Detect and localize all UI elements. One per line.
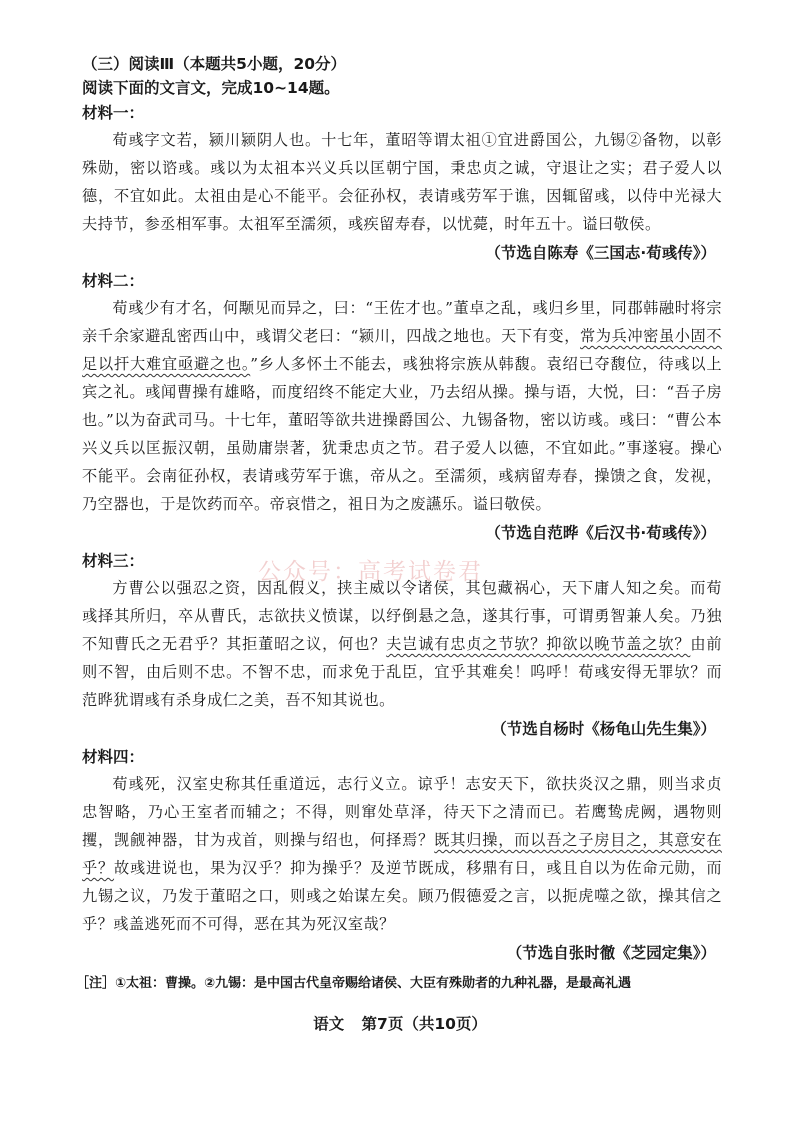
text-segment: 荀彧死，汉室史称其任重道远，志行义立。谅乎！志安天下，欲扶炎汉之鼎，则当求贞忠智略，乃心王室者而辅之；不得，则窜处草泽，待天下之清而已。若鹰鸷虎阙，遇物则攫，觊觎神器，甘为戎首，则操与绍也，何择焉？ — [82, 775, 722, 849]
material-2 — [82, 268, 722, 548]
text-segment: ”乡人多怀土不能去，彧独将宗族从韩馥。袁绍已夺馥位，待彧以上宾之礼。彧闻曹操有雄略，而度绍终不能定大业，乃去绍从操。操与语，大悦，曰：“吾子房也。”以为奋武司马。十七年，董昭等欲共进操爵国公、九锡备物，密以访彧。彧曰：“曹公本兴义兵以匡振汉朝，虽勋庸崇著，犹秉忠贞之节。君子爱人以德，不宜如此。”事遂寝。操心不能平。会南征孙权，表请彧劳军于谯，帝从之。至濡须，彧病留寿春，操馈之食，发视，乃空器也，于是饮药而卒。帝哀惜之，祖日为之废讌乐。谥曰敬侯。 — [82, 355, 722, 513]
text-segment: 方曹公以强忍之资，因乱假义，挟主威以令诸侯，其包藏祸心，天下庸人知之矣。而荀彧择其所归，卒从曹氏，志欲扶义愤谋，以纾倒悬之急，遂其行事，可谓勇智兼人矣。乃独不知曹氏之无君乎？其拒董昭之议，何也？ — [82, 579, 722, 653]
wavy-underlined-sentence: 既其归操，而以吾之子房目之，其意安在乎？ — [82, 831, 722, 877]
watermark-text: 公众号：高考试卷君 — [258, 559, 483, 585]
material-text — [82, 770, 722, 938]
wavy-underlined-sentence: 常为兵冲密虽小固不足以扞大难宜亟避之也。 — [82, 327, 722, 373]
material-label: 材料一： — [82, 104, 145, 122]
footer-page-number: 第7页（共10页） — [361, 1015, 487, 1033]
material-text — [82, 294, 722, 518]
material-label: 材料四： — [82, 748, 145, 766]
footer-subject: 语文 — [313, 1015, 345, 1033]
text-segment: 故彧进说也，果为汉乎？抑为操乎？及逆节既成，移鼎有日，彧且自以为佐命元勋，而九锡之议，乃发于董昭之口，则彧之始谋左矣。顾乃假德爱之言，以扼虎噬之欲，操其信之乎？彧盖逃死而不可得，恶在其为死汉室哉？ — [82, 859, 722, 933]
material-4 — [82, 744, 722, 968]
material-source: （节选自张时徹《芝园定集》） — [506, 944, 716, 962]
text-segment: 荀彧字文若，颍川颍阴人也。十七年，董昭等谓太祖①宜进爵国公，九锡②备物，以彰殊勋，密以谘彧。彧以为太祖本兴义兵以匡朝宁国，秉忠贞之诚，守退让之实；君子爱人以德，不宜如此。太祖由是心不能平。会征孙权，表请彧劳军于谯，因辄留彧，以侍中光禄大夫持节，参丞相军事。太祖军至濡须，彧疾留寿春，以忧薨，时年五十。谥曰敬侯。 — [82, 131, 722, 233]
section-instruction: 阅读下面的文言文，完成10~14题。 — [82, 79, 340, 97]
material-source: （节选自杨时《杨龟山先生集》） — [491, 720, 716, 738]
document-page — [76, 52, 722, 996]
text-segment: 荀彧少有才名，何颙见而异之，曰：“王佐才也。”董卓之乱，彧归乡里，同郡韩融时将宗亲千余家避乱密西山中，彧谓父老曰：“颍川，四战之地也。天下有变， — [82, 299, 722, 345]
material-source: （节选自陈寿《三国志·荀彧传》） — [485, 244, 716, 262]
material-label: 材料二： — [82, 272, 145, 290]
footnote: ［注］①太祖：曹操。②九锡：是中国古代皇帝赐给诸侯、大臣有殊勋者的九种礼器，是最高礼遇 — [76, 976, 632, 991]
page-footer — [0, 1012, 800, 1036]
material-text — [82, 574, 722, 714]
section-header: （三）阅读Ⅲ（本题共5小题，20分） — [82, 55, 347, 73]
wavy-underlined-sentence: 夫岂诚有忠贞之节欤？抑欲以晚节盖之欤？ — [386, 635, 691, 653]
material-text — [82, 126, 722, 238]
material-1 — [82, 100, 722, 268]
text-segment: 由前则不智，由后则不忠。不智不忠，而求免于乱臣，宜乎其难矣！呜呼！荀彧安得无罪欤？而范晔犹谓彧有杀身成仁之美，吾不知其说也。 — [82, 635, 722, 709]
material-source: （节选自范晔《后汉书·荀彧传》） — [485, 524, 716, 542]
material-label: 材料三： — [82, 552, 145, 570]
